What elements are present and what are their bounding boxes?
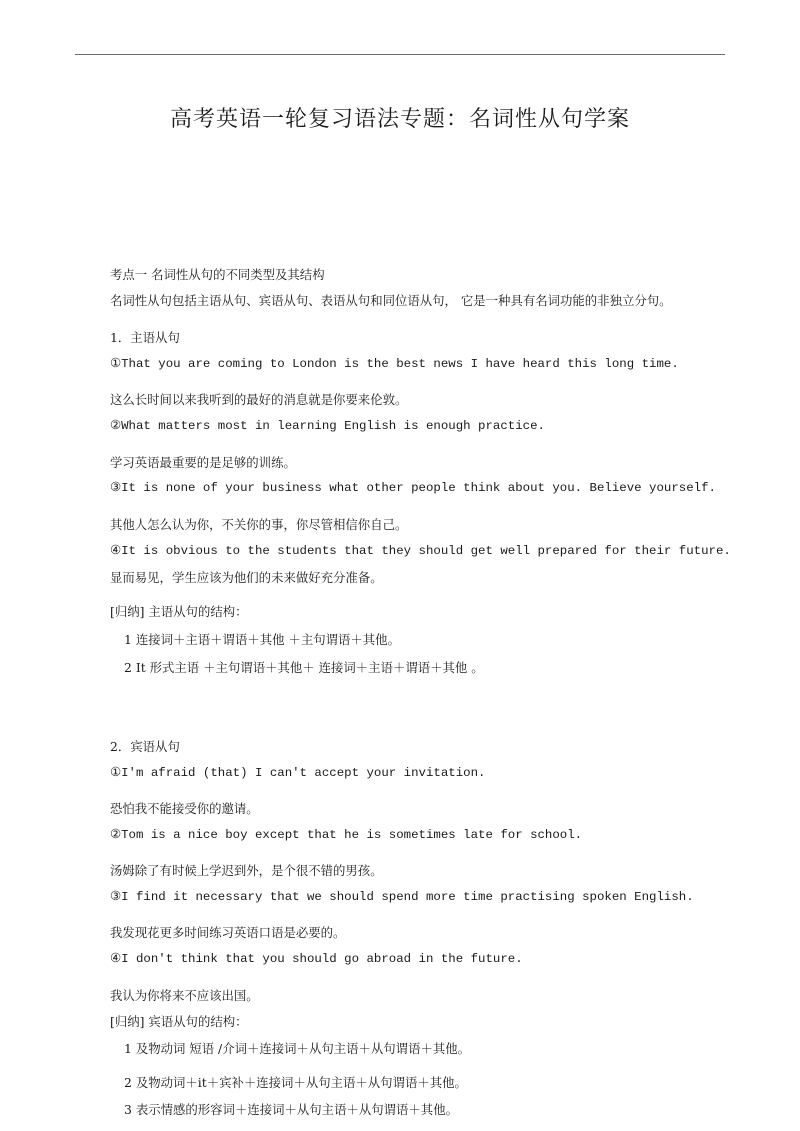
structure-item: 3 表示情感的形容词＋连接词＋从句主语＋从句谓语＋其他。	[124, 1102, 458, 1117]
example-en: ③I find it necessary that we should spend more time practising spoken English.	[110, 890, 694, 904]
example-zh: 我认为你将来不应该出国。	[110, 988, 259, 1003]
example-en: ②Tom is a nice boy except that he is sometimes late for school.	[110, 828, 583, 842]
document-title: 高考英语一轮复习语法专题：名词性从句学案	[169, 107, 630, 132]
example-en: ①That you are coming to London is the best news I have heard this long time.	[110, 357, 679, 371]
summary-label: [归纳] 宾语从句的结构：	[110, 1014, 248, 1029]
example-en: ④It is obvious to the students that they should get well prepared for their future.	[110, 544, 731, 558]
section-heading: 考点一 名词性从句的不同类型及其结构	[110, 267, 325, 282]
section-intro: 名词性从句包括主语从句、宾语从句、表语从句和同位语从句， 它是一种具有名词功能的非独立分句。	[110, 293, 672, 308]
structure-item: 2 及物动词＋it＋宾补＋连接词＋从句主语＋从句谓语＋其他。	[124, 1075, 467, 1090]
example-zh: 其他人怎么认为你，不关你的事，你尽管相信你自己。	[110, 517, 408, 532]
example-en: ③It is none of your business what other people think about you. Believe yourself.	[110, 481, 716, 495]
structure-item: 1 连接词＋主语＋谓语＋其他 ＋主句谓语＋其他。	[124, 632, 400, 647]
example-zh: 学习英语最重要的是足够的训练。	[110, 455, 296, 470]
header-rule	[75, 54, 725, 55]
example-zh: 我发现花更多时间练习英语口语是必要的。	[110, 925, 346, 940]
subject-clause-heading: 1．主语从句	[110, 330, 180, 345]
summary-label: [归纳] 主语从句的结构：	[110, 604, 248, 619]
example-zh: 这么长时间以来我听到的最好的消息就是你要来伦敦。	[110, 392, 408, 407]
example-en: ①I'm afraid (that) I can't accept your invitation.	[110, 766, 486, 780]
example-en: ②What matters most in learning English is enough practice.	[110, 419, 545, 433]
example-en: ④I don't think that you should go abroad in the future.	[110, 952, 523, 966]
example-zh: 恐怕我不能接受你的邀请。	[110, 801, 259, 816]
example-zh: 显而易见，学生应该为他们的未来做好充分准备。	[110, 570, 383, 585]
structure-item: 1 及物动词 短语 /介词＋连接词＋从句主语＋从句谓语＋其他。	[124, 1041, 471, 1056]
example-zh: 汤姆除了有时候上学迟到外，是个很不错的男孩。	[110, 863, 383, 878]
object-clause-heading: 2．宾语从句	[110, 739, 180, 754]
structure-item: 2 It 形式主语 ＋主句谓语＋其他＋ 连接词＋主语＋谓语＋其他 。	[124, 660, 484, 675]
